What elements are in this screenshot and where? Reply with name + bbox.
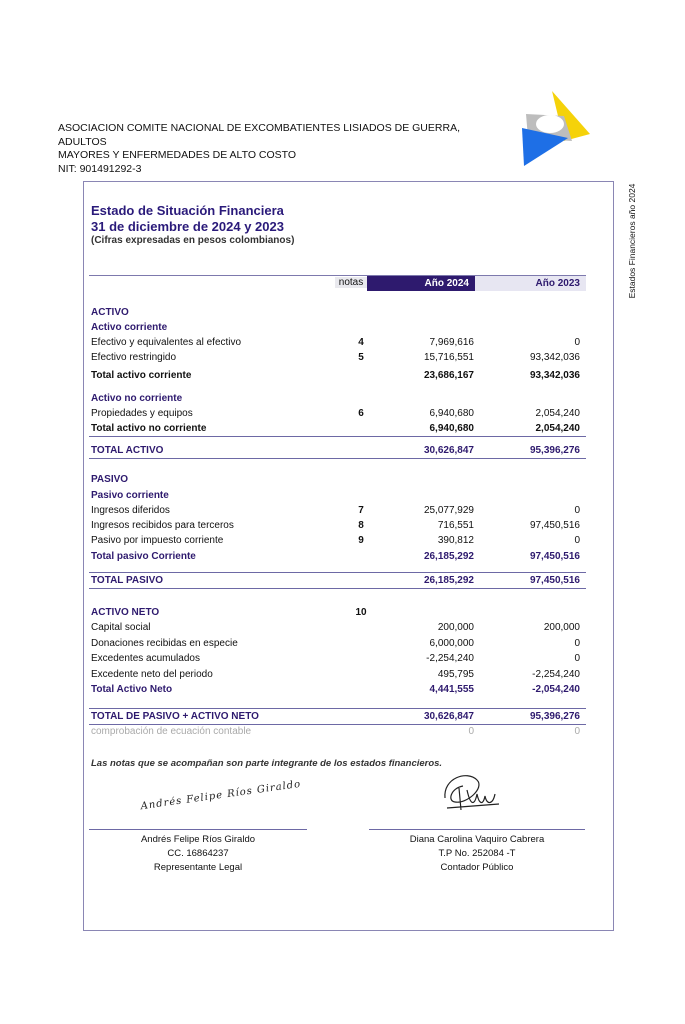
value-2023: 0 (574, 638, 580, 649)
report-title: Estado de Situación Financiera (91, 203, 284, 218)
column-notes: notas (335, 277, 367, 288)
table-row (89, 406, 586, 421)
value-2023: 95,396,276 (529, 445, 580, 456)
table-row (89, 651, 586, 666)
value-2024: 30,626,847 (423, 445, 474, 456)
value-2023: 0 (574, 505, 580, 516)
row-label: Propiedades y equipos (91, 408, 193, 419)
value-2024: 390,812 (437, 535, 474, 546)
section-pasivo (89, 472, 586, 487)
table-header (89, 275, 586, 291)
subsection-pasivo-corriente (89, 488, 586, 503)
row-label: TOTAL ACTIVO (91, 445, 164, 456)
row-label: Total activo corriente (91, 370, 192, 381)
row-label: comprobación de ecuación contable (91, 726, 252, 737)
signer-2-id: T.P No. 252084 -T (438, 848, 516, 859)
row-note: 4 (358, 337, 364, 348)
value-2023: 200,000 (543, 622, 580, 633)
row-label: Efectivo restringido (91, 352, 177, 363)
column-2023: Año 2023 (475, 276, 586, 291)
value-2024: 200,000 (437, 622, 474, 633)
table-row (89, 533, 586, 548)
signature-2 (437, 768, 503, 818)
table-row (89, 636, 586, 651)
value-2024: 26,185,292 (423, 575, 474, 586)
org-name-line2: MAYORES Y ENFERMEDADES DE ALTO COSTO (58, 149, 297, 161)
subsection-activo-no-corriente (89, 391, 586, 406)
row-label: TOTAL DE PASIVO + ACTIVO NETO (91, 711, 259, 722)
subsection-label: Activo no corriente (91, 393, 183, 404)
check-row (89, 724, 586, 739)
row-note: 8 (358, 520, 364, 531)
value-2023: 0 (574, 337, 580, 348)
total-row (89, 682, 586, 697)
signature-1: Andrés Felipe Ríos Giraldo (140, 778, 302, 813)
report-date: 31 de diciembre de 2024 y 2023 (91, 219, 284, 234)
signer-2-role: Contador Público (440, 862, 514, 873)
value-2023: 0 (574, 653, 580, 664)
row-label: Excedente neto del periodo (91, 669, 213, 680)
value-2024: 495,795 (437, 669, 474, 680)
section-label: PASIVO (91, 474, 129, 485)
value-2023: -2,254,240 (532, 669, 580, 680)
signature-line-1 (89, 829, 307, 830)
row-label: TOTAL PASIVO (91, 575, 164, 586)
side-label-text: Estados Financieros año 2024 (627, 183, 637, 299)
row-note: 10 (355, 607, 367, 618)
row-note: 9 (358, 535, 364, 546)
value-2023: 2,054,240 (535, 423, 580, 434)
grand-total-row (89, 443, 586, 459)
signature-line-2 (369, 829, 585, 830)
subsection-activo-corriente (89, 320, 586, 335)
table-row (89, 350, 586, 365)
report-subtitle: (Cifras expresadas en pesos colombianos) (91, 235, 295, 246)
table-row (89, 518, 586, 533)
row-label: Ingresos recibidos para terceros (91, 520, 234, 531)
signer-1-role: Representante Legal (153, 862, 243, 873)
row-label: Capital social (91, 622, 151, 633)
value-2024: 26,185,292 (423, 551, 474, 562)
row-note: 6 (358, 408, 364, 419)
value-2024: 23,686,167 (423, 370, 474, 381)
subsection-label: Pasivo corriente (91, 490, 169, 501)
row-label: Donaciones recibidas en especie (91, 638, 238, 649)
table-row (89, 620, 586, 635)
value-2023: 93,342,036 (529, 352, 580, 363)
signer-1-id: CC. 16864237 (167, 848, 229, 859)
row-label: Efectivo y equivalentes al efectivo (91, 337, 242, 348)
section-activo-neto (89, 605, 586, 620)
signer-1 (89, 833, 307, 875)
organization-logo (512, 86, 594, 168)
row-note: 7 (358, 505, 364, 516)
value-2024: 716,551 (437, 520, 474, 531)
table-row (89, 503, 586, 518)
row-label: Total activo no corriente (91, 423, 207, 434)
value-2024: 25,077,929 (423, 505, 474, 516)
side-label (625, 184, 639, 304)
value-2023: 93,342,036 (529, 370, 580, 381)
subsection-label: Activo corriente (91, 322, 168, 333)
org-nit: NIT: 901491292-3 (58, 162, 142, 175)
section-label: ACTIVO NETO (91, 607, 160, 618)
value-2024: 6,000,000 (429, 638, 474, 649)
value-2024: 15,716,551 (423, 352, 474, 363)
row-note: 5 (358, 352, 364, 363)
organization-header (58, 122, 478, 176)
row-label: Total Activo Neto (91, 684, 173, 695)
row-label: Total pasivo Corriente (91, 551, 196, 562)
section-activo (89, 305, 586, 320)
value-2023: 97,450,516 (529, 575, 580, 586)
value-2023: 97,450,516 (529, 551, 580, 562)
footnote: Las notas que se acompañan son parte integrante de los estados financieros. (91, 758, 443, 769)
value-2024: 0 (468, 726, 474, 737)
signer-2-name: Diana Carolina Vaquiro Cabrera (409, 834, 545, 845)
total-row (89, 368, 586, 383)
value-2023: -2,054,240 (532, 684, 580, 695)
value-2024: 7,969,616 (429, 337, 474, 348)
value-2024: 4,441,555 (429, 684, 474, 695)
org-name-line1: ASOCIACION COMITE NACIONAL DE EXCOMBATIENTES LISIADOS DE GUERRA, ADULTOS (58, 122, 460, 148)
row-label: Ingresos diferidos (91, 505, 170, 516)
table-row (89, 335, 586, 350)
value-2024: 6,940,680 (429, 423, 474, 434)
value-2023: 0 (574, 726, 580, 737)
section-label: ACTIVO (91, 307, 129, 318)
row-label: Pasivo por impuesto corriente (91, 535, 224, 546)
table-row (89, 667, 586, 682)
value-2023: 0 (574, 535, 580, 546)
value-2023: 95,396,276 (529, 711, 580, 722)
total-row (89, 421, 586, 437)
row-label: Excedentes acumulados (91, 653, 200, 664)
grand-total-row (89, 708, 586, 725)
value-2024: -2,254,240 (426, 653, 474, 664)
value-2024: 6,940,680 (429, 408, 474, 419)
value-2023: 2,054,240 (535, 408, 580, 419)
value-2023: 97,450,516 (529, 520, 580, 531)
grand-total-row (89, 572, 586, 589)
column-2024: Año 2024 (367, 276, 475, 291)
value-2024: 30,626,847 (423, 711, 474, 722)
signer-2 (369, 833, 585, 875)
total-row (89, 549, 586, 564)
signer-1-name: Andrés Felipe Ríos Giraldo (140, 834, 256, 845)
